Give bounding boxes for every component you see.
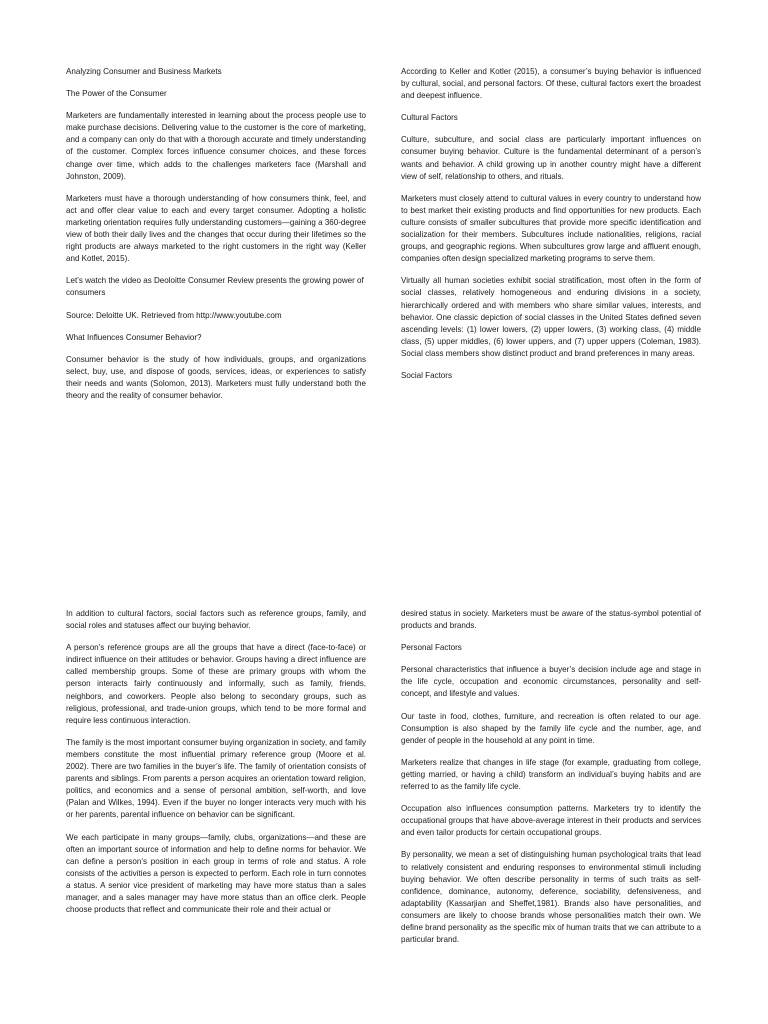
paragraph: Marketers realize that changes in life stage (for example, graduating from college, getting married, or having a child) transform an individual’s buying habits and are referred to as the family life cycle. bbox=[401, 757, 701, 792]
paragraph: Consumer behavior is the study of how individuals, groups, and organizations select, buy, use, and dispose of goods, services, ideas, or experiences to satisfy their needs and wants (Solomon, 2013). Marketers must fully understand both the theory and the reality of consumer behavior. bbox=[66, 354, 366, 400]
paragraph: Personal characteristics that influence a buyer’s decision include age and stage in the life cycle, occupation and economic circumstances, personality and self-concept, and lifestyle and values. bbox=[401, 665, 701, 699]
paragraph: By personality, we mean a set of distinguishing human psychological traits that lead to relatively consistent and enduring responses to environmental stimuli including buying behavior. We often describe personality in terms of such traits as self-confidence, dominance, autonomy, deference, sociability, defensiveness, and adaptability (Kassarjian and Sheffet,1981). Brands also have personalities, and consumers are likely to choose brands whose personalities match their own. We define brand personality as the specific mix of human traits that we can attribute to a particular brand. bbox=[401, 850, 701, 945]
paragraph: Marketers are fundamentally interested in learning about the process people use to make purchase decisions. Delivering value to the customer is the core of marketing, and a company can only do that with a thorough accurate and timely understanding of the customer. Complex forces influence consumer choices, and these forces change over time, which adds to the challenges marketers face (Marshall and Johnston, 2009). bbox=[66, 111, 366, 181]
paragraph: According to Keller and Kotler (2015), a consumer’s buying behavior is influenced by cultural, social, and personal factors. Of these, cultural factors exert the broadest and deepest influence. bbox=[401, 67, 701, 101]
paragraph: Our taste in food, clothes, furniture, and recreation is often related to our age. Consumption is also shaped by the family life cycle and the number, age, and gender of people in the household at any point in time. bbox=[401, 711, 701, 745]
heading: What Influences Consumer Behavior? bbox=[66, 332, 202, 342]
heading: Social Factors bbox=[401, 370, 452, 380]
heading: The Power of the Consumer bbox=[66, 89, 167, 99]
paragraph: Culture, subculture, and social class are particularly important influences on consumer buying behavior. Culture is the fundamental determinant of a person’s wants and behavior. A child growing up in another country might have a different view of self, relationship to others, and rituals. bbox=[401, 135, 701, 181]
paragraph: desired status in society. Marketers must be aware of the status-symbol potential of products and brands. bbox=[401, 609, 701, 631]
paragraph: Occupation also influences consumption patterns. Marketers try to identify the occupational groups that have above-average interest in their products and services and even tailor products for certain occupational groups. bbox=[401, 804, 701, 838]
heading: Source: Deloitte UK. Retrieved from http://www.youtube.com bbox=[66, 310, 282, 320]
paragraph: Virtually all human societies exhibit social stratification, most often in the form of social classes, relatively homogeneous and enduring divisions in a society, hierarchically ordered and with members who share similar values, interests, and behavior. One classic depiction of social classes in the United States defined seven ascending levels: (1) lower lowers, (2) upper lowers, (3) working class, (4) middle class, (5) upper middles, (6) lower uppers, and (7) upper uppers (Coleman, 1983). Social class members show distinct product and brand preferences in many areas. bbox=[401, 276, 701, 358]
page2-left-column bbox=[66, 608, 366, 926]
paragraph: In addition to cultural factors, social factors such as reference groups, family, and social roles and statuses affect our buying behavior. bbox=[66, 609, 366, 631]
paragraph: A person’s reference groups are all the groups that have a direct (face-to-face) or indirect influence on their attitudes or behavior. Groups having a direct influence are called membership groups. Some of these are primary groups with whom the person interacts fairly continuously and informally, such as family, friends, neighbors, and coworkers. People also belong to secondary groups, such as religious, professional, and trade-union groups, which tend to be more formal and require less continuous interaction. bbox=[66, 643, 366, 725]
paragraph: The family is the most important consumer buying organization in society, and family members constitute the most influential primary reference group (Moore et al. 2002). There are two families in the buyer’s life. The family of orientation consists of parents and siblings. From parents a person acquires an orientation toward religion, politics, and economics and a sense of personal ambition, self-worth, and love (Palan and Wilkes, 1994). Even if the buyer no longer interacts very much with his or her parents, parental influence on behavior can be significant. bbox=[66, 737, 366, 820]
page1-left-column bbox=[66, 66, 366, 412]
paragraph: Marketers must closely attend to cultural values in every country to understand how to best market their existing products and find opportunities for new products. Each culture consists of smaller subcultures that provide more specific identification and socialization for their members. Subcultures include nationalities, religions, racial groups, and geographic regions. When subcultures grow large and affluent enough, companies often design specialized marketing programs to serve them. bbox=[401, 193, 701, 264]
heading: Personal Factors bbox=[401, 643, 462, 653]
paragraph: Marketers must have a thorough understanding of how consumers think, feel, and act and offer clear value to each and every target consumer. Adopting a holistic marketing orientation requires fully understanding customers—gaining a 360-degree view of both their daily lives and the changes that occur during their lifetimes so the right products are always marketed to the right customers in the right way (Keller and Kotlet, 2015). bbox=[66, 193, 366, 264]
paragraph: We each participate in many groups—family, clubs, organizations—and these are often an important source of information and help to define norms for behavior. We can define a person’s position in each group in terms of role and status. A role consists of the activities a person is expected to perform. Each role in turn connotes a status. A senior vice president of marketing may have more status than a sales manager, and a sales manager may have more status than an office clerk. People choose products that reflect and communicate their role and their actual or bbox=[66, 832, 366, 915]
page1-right-column bbox=[401, 66, 701, 392]
heading: Cultural Factors bbox=[401, 113, 458, 123]
heading: Let’s watch the video as Deoloitte Consumer Review presents the growing power of consumers bbox=[66, 276, 364, 298]
page2-right-column bbox=[401, 608, 701, 956]
heading: Analyzing Consumer and Business Markets bbox=[66, 67, 222, 76]
